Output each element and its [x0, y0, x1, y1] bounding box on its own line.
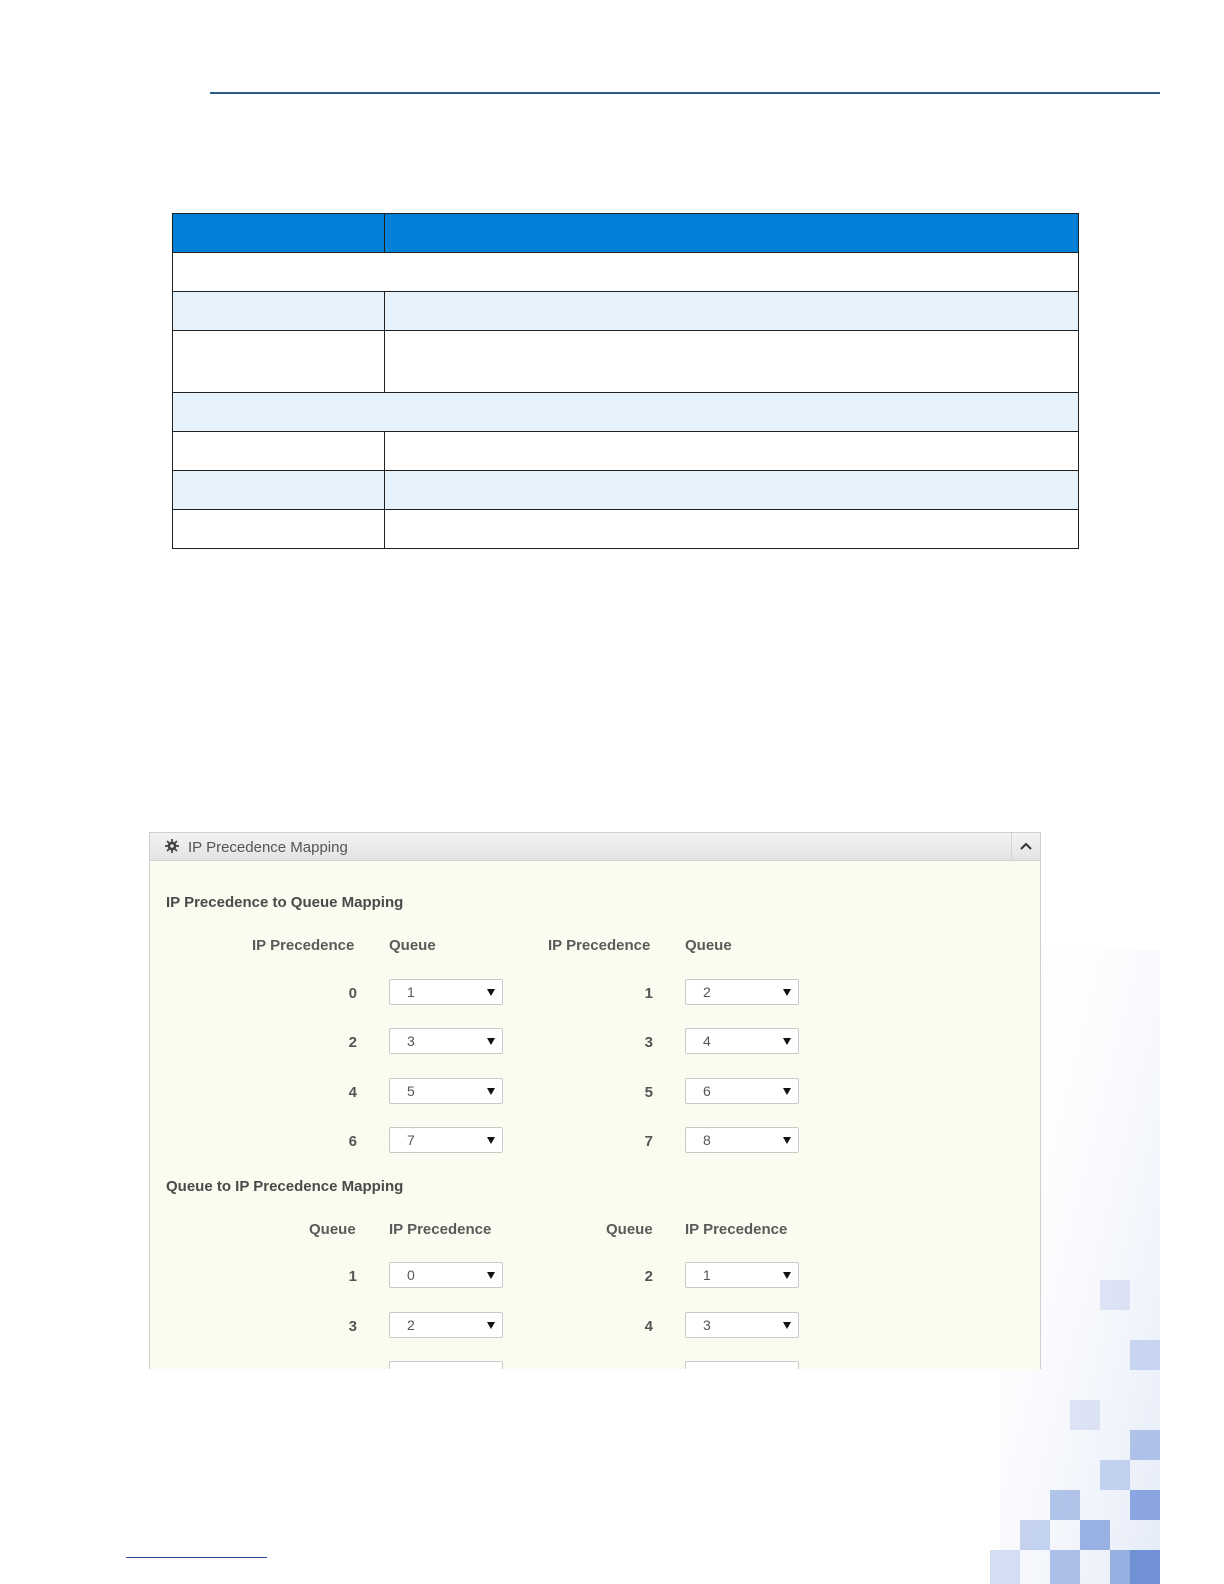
queue-select[interactable] [389, 1028, 503, 1054]
select-value: 7 [407, 1132, 415, 1148]
row-label: 1 [644, 985, 653, 1002]
table-cell [173, 510, 385, 549]
column-header: IP Precedence [548, 937, 651, 954]
table-row [173, 253, 1079, 292]
caret-down-icon [487, 1137, 495, 1144]
row-label: 0 [348, 985, 357, 1002]
table-cell [385, 432, 1079, 471]
table-cell [385, 331, 1079, 393]
caret-down-icon [783, 1038, 791, 1045]
table-row [173, 331, 1079, 393]
row-label: 5 [644, 1084, 653, 1101]
select-value: 4 [703, 1033, 711, 1049]
select-value: 2 [703, 984, 711, 1000]
caret-down-icon [783, 1088, 791, 1095]
row-label: 4 [348, 1084, 357, 1101]
select-value: 8 [703, 1132, 711, 1148]
table-cell [173, 292, 385, 331]
queue-select[interactable] [685, 1028, 799, 1054]
table-row [173, 292, 1079, 331]
queue-select[interactable] [389, 1127, 503, 1153]
select-value: 1 [703, 1267, 711, 1283]
table-cell [173, 331, 385, 393]
row-label: 7 [644, 1133, 653, 1150]
table-cell [173, 393, 1079, 432]
caret-down-icon [487, 1038, 495, 1045]
select-value: 5 [407, 1083, 415, 1099]
row-label: 4 [644, 1318, 653, 1335]
select-value: 3 [407, 1033, 415, 1049]
section-title-precedence-to-queue: IP Precedence to Queue Mapping [166, 894, 404, 911]
column-header: IP Precedence [252, 937, 355, 954]
table-cell [173, 471, 385, 510]
column-header: Queue [685, 937, 732, 954]
footer-link-underline [126, 1557, 267, 1558]
queue-select[interactable] [685, 1127, 799, 1153]
column-header: IP Precedence [389, 1221, 492, 1238]
table-header-cell [173, 214, 385, 253]
ip-precedence-mapping-panel [149, 832, 1041, 1369]
table-cell [385, 292, 1079, 331]
select-value: 3 [703, 1317, 711, 1333]
queue-select[interactable] [685, 1078, 799, 1104]
row-label: 3 [348, 1318, 357, 1335]
caret-down-icon [783, 989, 791, 996]
ip-precedence-select[interactable] [685, 1361, 799, 1369]
column-header: IP Precedence [685, 1221, 788, 1238]
ip-precedence-select[interactable] [389, 1361, 503, 1369]
table-row [173, 471, 1079, 510]
row-label: 1 [348, 1268, 357, 1285]
ip-precedence-select[interactable] [389, 1312, 503, 1338]
column-header: Queue [309, 1221, 356, 1238]
table-row [173, 393, 1079, 432]
table-cell [173, 253, 1079, 292]
table-row [173, 432, 1079, 471]
row-label: 6 [348, 1133, 357, 1150]
caret-down-icon [487, 1088, 495, 1095]
queue-select[interactable] [685, 979, 799, 1005]
caret-down-icon [783, 1137, 791, 1144]
select-value: 1 [407, 984, 415, 1000]
ip-precedence-select[interactable] [685, 1312, 799, 1338]
caret-down-icon [783, 1272, 791, 1279]
row-label: 3 [644, 1034, 653, 1051]
queue-select[interactable] [389, 1078, 503, 1104]
gear-icon [165, 839, 179, 853]
chevron-up-icon [1020, 842, 1032, 850]
select-value: 2 [407, 1317, 415, 1333]
panel-title: IP Precedence Mapping [188, 839, 348, 856]
select-value: 6 [703, 1083, 711, 1099]
panel-header[interactable] [150, 833, 1040, 861]
queue-select[interactable] [389, 979, 503, 1005]
row-label: 2 [348, 1034, 357, 1051]
row-label: 2 [644, 1268, 653, 1285]
caret-down-icon [487, 1322, 495, 1329]
caret-down-icon [487, 1272, 495, 1279]
document-table [172, 213, 1079, 549]
table-cell [173, 432, 385, 471]
section-title-queue-to-precedence: Queue to IP Precedence Mapping [166, 1178, 404, 1195]
select-value: 0 [407, 1267, 415, 1283]
table-row [173, 510, 1079, 549]
table-header-row [173, 214, 1079, 253]
header-rule [210, 92, 1160, 94]
ip-precedence-select[interactable] [389, 1262, 503, 1288]
column-header: Queue [606, 1221, 653, 1238]
table-cell [385, 471, 1079, 510]
column-header: Queue [389, 937, 436, 954]
ip-precedence-select[interactable] [685, 1262, 799, 1288]
table-cell [385, 510, 1079, 549]
caret-down-icon [487, 989, 495, 996]
caret-down-icon [783, 1322, 791, 1329]
collapse-button[interactable] [1011, 833, 1040, 860]
table-header-cell [385, 214, 1079, 253]
